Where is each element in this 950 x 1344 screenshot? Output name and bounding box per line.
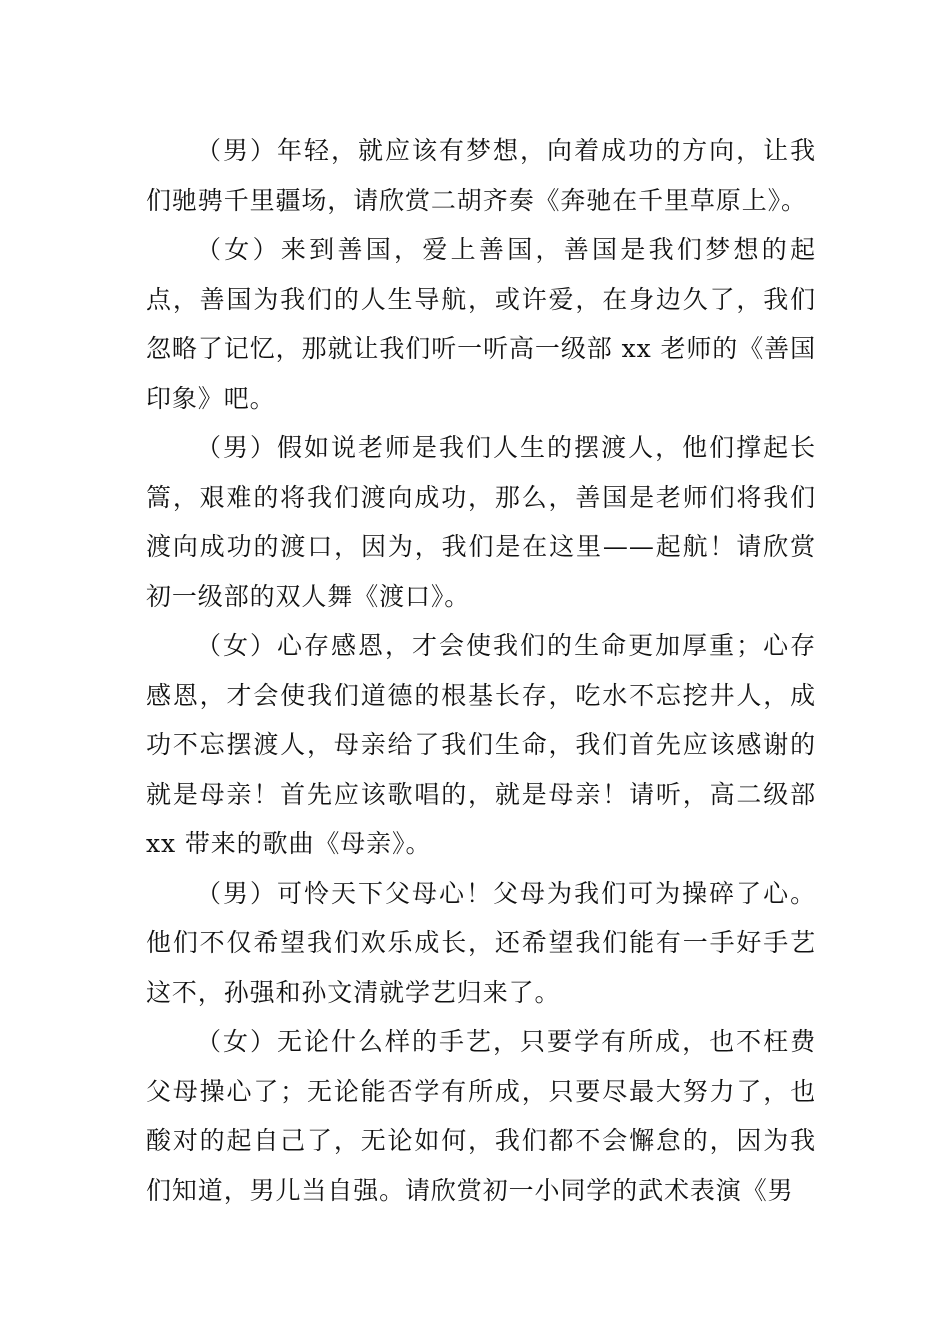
paragraph-1: （男）年轻，就应该有梦想，向着成功的方向，让我们驰骋千里疆场，请欣赏二胡齐奏《奔驰在千里草原上》。 xyxy=(146,136,816,215)
paragraph-2: （女）来到善国，爱上善国，善国是我们梦想的起点，善国为我们的人生导航，或许爱，在身边久了，我们忽略了记忆，那就让我们听一听高一级部 xx 老师的《善国印象》吧。 xyxy=(146,235,816,413)
paragraph-5: （男）可怜天下父母心！父母为我们可为操碎了心。他们不仅希望我们欢乐成长，还希望我们能有一手好手艺这不，孙强和孙文清就学艺归来了。 xyxy=(146,878,816,1007)
paragraph-6: （女）无论什么样的手艺，只要学有所成，也不枉费父母操心了；无论能否学有所成，只要尽最大努力了，也酸对的起自己了，无论如何，我们都不会懈怠的，因为我们知道，男儿当自强。请欣赏初一小同学的武术表演《男 xyxy=(146,1027,816,1205)
paragraph-4: （女）心存感恩，才会使我们的生命更加厚重；心存感恩，才会使我们道德的根基长存，吃水不忘挖井人，成功不忘摆渡人，母亲给了我们生命，我们首先应该感谢的就是母亲！首先应该歌唱的，就是母亲！请听，高二级部 xx 带来的歌曲《母亲》。 xyxy=(146,631,816,858)
paragraph-3: （男）假如说老师是我们人生的摆渡人，他们撑起长篙，艰难的将我们渡向成功，那么，善国是老师们将我们渡向成功的渡口，因为，我们是在这里——起航！请欣赏初一级部的双人舞《渡口》。 xyxy=(146,433,816,611)
document-body xyxy=(146,126,816,1215)
